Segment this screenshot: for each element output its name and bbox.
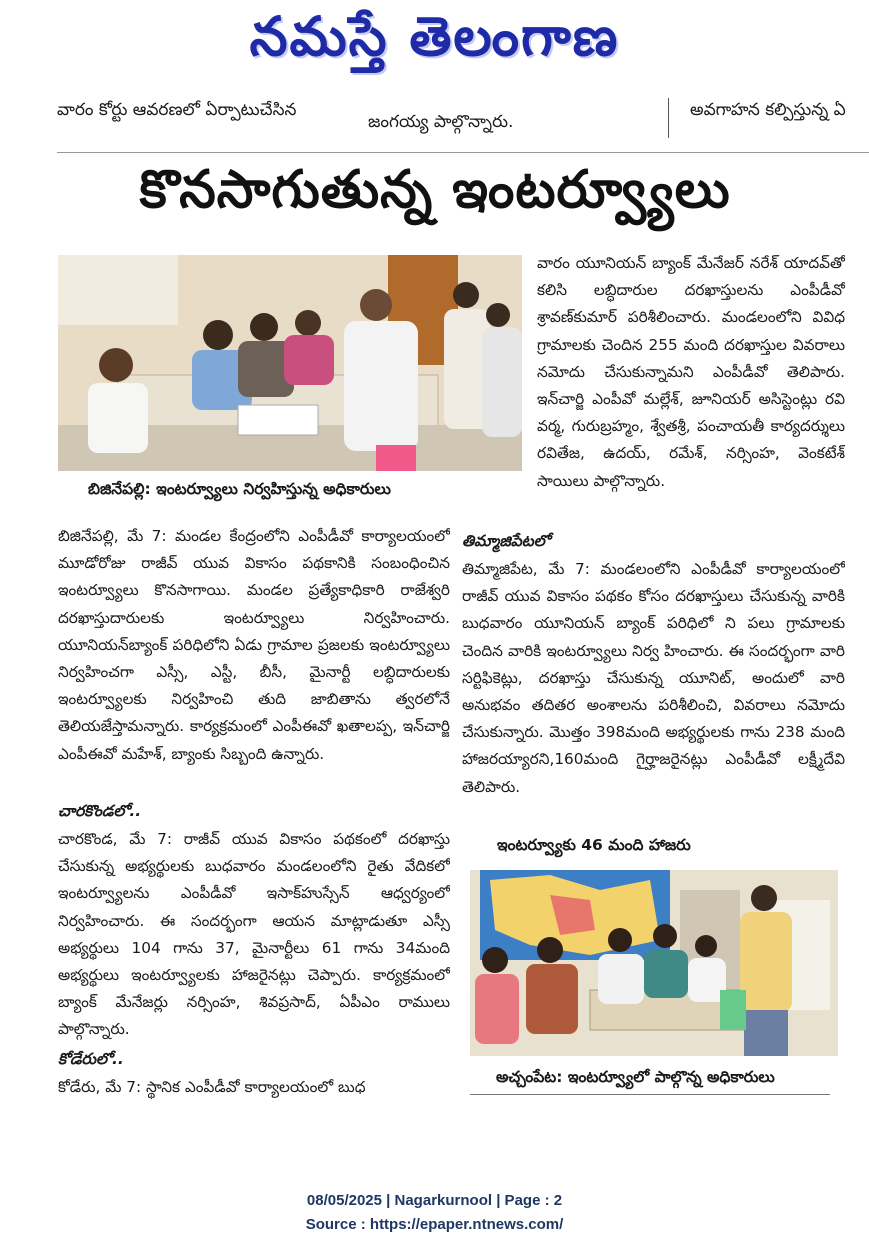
subhead-charakonda: చారకొండలో.. (58, 802, 142, 820)
left-column-body (58, 523, 450, 799)
separator-line (57, 152, 869, 153)
top-snippet-middle: జంగయ్య పాల్గొన్నారు. (368, 112, 514, 132)
photo-illustration-2 (470, 870, 838, 1056)
photo-caption-bijinepally: బిజినేపల్లి: ఇంటర్వ్యూలు నిర్వహిస్తున్న అధికారులు (88, 480, 391, 498)
box-heading-attendance: ఇంటర్వ్యూకు 46 మంది హాజరు (497, 836, 691, 854)
article-headline: కొనసాగుతున్న ఇంటర్వ్యూలు (139, 160, 731, 220)
photo-illustration (58, 255, 522, 471)
subhead-timmajipet: తిమ్మాజిపేటలో (462, 532, 550, 550)
footer-source-line: Source : https://epaper.ntnews.com/ (305, 1216, 564, 1233)
photo-caption-achampet: అచ్చంపేట: ఇంటర్వ్యూలో పాల్గొన్న అధికారులు (496, 1068, 775, 1086)
right-column-continuation: వారం యూనియన్ బ్యాంక్ మేనేజర్ నరేశ్ యాదవ్‌తో కలిసి లబ్ధిదారుల దరఖాస్తులను ఎంపీడీవో శ్రావణ్‌కుమార్ పరిశీలించారు. మండలంలోని వివిధ గ్రామాలకు చెందిన 255 మంది దరఖాస్తుల వివరాలు నమోదు చేసుకున్నామని ఎంపీడీవో తెలిపారు. ఇన్‌చార్జి ఎంపీవో మల్లేశ్, జూనియర్ అసిస్టెంట్లు రవి వర్మ, గురుబ్రహ్మం, శ్వేతశ్రీ, పంచాయతీ కార్యదర్శులు రవితేజ, ఉదయ్, రమేశ్, నర్సింహ, వెంకటేశ్ సాయిలు పాల్గొన్నారు. (537, 254, 845, 490)
footer-date-line: 08/05/2025 | Nagarkurnool | Page : 2 (306, 1192, 563, 1209)
masthead (0, 0, 869, 80)
paragraph-bijinepally: బిజినేపల్లి, మే 7: మండల కేంద్రంలోని ఎంపీడీవో కార్యాలయంలో మూడోరోజు రాజీవ్ యువ వికాసం పథకానికి సంబంధించిన ఇంటర్వ్యూలు కొనసాగాయి. మండల ప్రత్యేకాధికారి రాజేశ్వరి దరఖాస్తుదారులకు ఇంటర్వ్యూలు నిర్వహించారు. యూనియన్‌బ్యాంక్ పరిధిలోని ఏడు గ్రామాల ప్రజలకు ఇంటర్వ్యూలు నిర్వహించగా ఎస్సీ, ఎస్టీ, బీసీ, మైనార్టీ లబ్ధిదారులకు ఇంటర్వ్యూలకు నిర్వహించి తుది జాబితాను త్వరలోనే తెలియజేస్తామన్నారు. కార్యక్రమంలో ఎంపీఈవో ఖతాలప్ప, ఇన్‌చార్జి ఎంపీఈవో మహేశ్, బ్యాంకు సిబ్బంది ఉన్నారు. (58, 527, 450, 763)
subhead-koderu: కోడేరులో.. (58, 1050, 124, 1068)
article-photo-achampet (470, 870, 838, 1056)
caption-underline (470, 1094, 830, 1095)
paragraph-timmajipet: తిమ్మాజిపేట, మే 7: మండలంలోని ఎంపీడీవో కార్యాలయంలో రాజీవ్ యువ వికాసం పథకం కోసం దరఖాస్తులు చేసుకున్న వారికి బుధవారం యూనియన్ బ్యాంక్ పరిధిలో ని పలు గ్రామాలకు చెందిన వారికి ఇంటర్వ్యూలు నిర్వ హించారు. ఈ సందర్భంగా వారి సర్టిఫికెట్లు, దరఖాస్తు చేసుకున్న యూనిట్, అందులో వారి అనుభవం తదితర అంశాలను పరిశీలించి, వివరాలు నమోదు చేసుకున్నారు. మొత్తం 398మంది అభ్యర్థులకు గాను 238 మంది హాజరయ్యారని,160మంది గైర్హాజరైనట్లు ఎంపీడీవో లక్ష్మీదేవి తెలిపారు. (462, 560, 845, 796)
paragraph-charakonda: చారకొండ, మే 7: రాజీవ్ యువ వికాసం పథకంలో దరఖాస్తు చేసుకున్న అభ్యర్థులకు బుధవారం మండలంలోని రైతు వేదికలో ఇంటర్వ్యూలను ఎంపీడీవో ఇసాక్‌హుస్సేన్ ఆధ్వర్యంలో నిర్వహించారు. ఈ సందర్భంగా ఆయన మాట్లాడుతూ ఎస్సీ అభ్యర్థులు 104 గాను 37, మైనార్టీలు 61 గాను 34మంది అభ్యర్థులు ఇంటర్వ్యూలకు హాజరైనట్లు చెప్పారు. కార్యక్రమంలో బ్యాంక్ మేనేజర్లు నర్సింహ, శివప్రసాద్, ఏపీఎం రాములు పాల్గొన్నారు. (58, 830, 450, 1039)
paragraph-koderu: కోడేరు, మే 7: స్థానిక ఎంపీడీవో కార్యాలయంలో బుధ (58, 1078, 366, 1096)
top-snippet-right: అవగాహన కల్పిస్తున్న ఏ (690, 100, 846, 120)
column-divider (668, 98, 669, 138)
article-photo-bijinepally (58, 255, 522, 471)
masthead-logo-text: నమస్తే తెలంగాణ (249, 4, 620, 68)
top-snippet-left: వారం కోర్టు ఆవరణలో ఏర్పాటుచేసిన (57, 100, 297, 120)
